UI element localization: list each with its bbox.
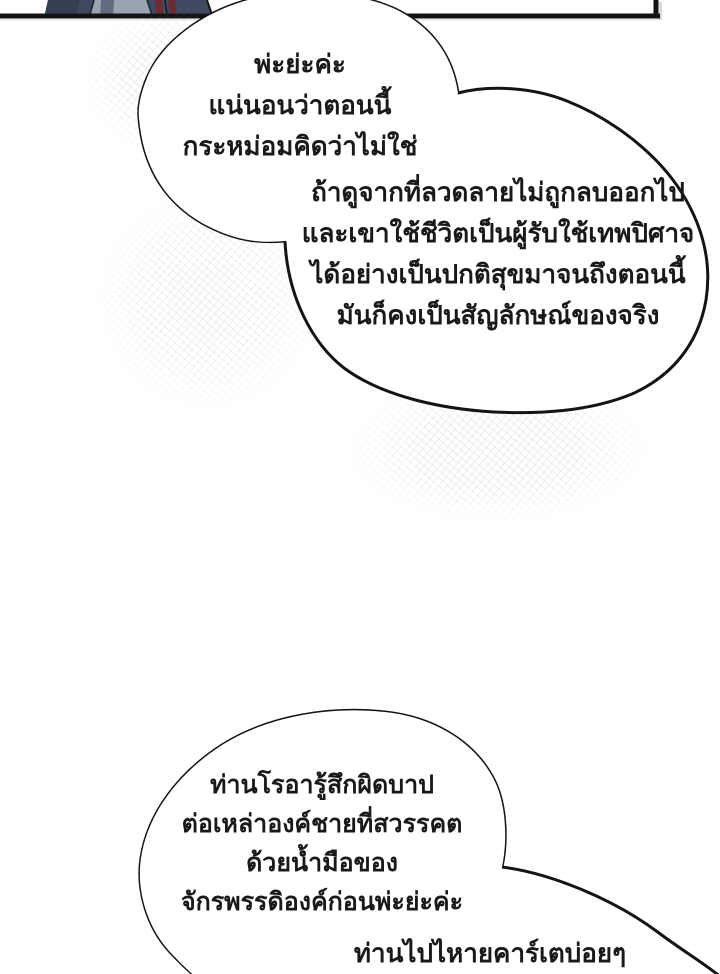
dialogue-bubble-2 <box>290 172 706 336</box>
dialogue-line: และเขาใช้ชีวิตเป็นผู้รับใช้เทพปิศาจ <box>301 218 695 248</box>
dialogue-line: มันก็คงเป็นสัญลักษณ์ของจริง <box>336 300 660 330</box>
dialogue-bubble-4 <box>310 932 670 974</box>
panel-border-right-edge <box>654 0 659 19</box>
dialogue-line: ได้อย่างเป็นปกติสุขมาจนถึงตอนนี้ <box>310 259 686 289</box>
dialogue-line: แน่นอนว่าตอนนี้ <box>208 90 392 120</box>
dialogue-line: ต่อเหล่าองค์ชายที่สวรรคต <box>181 810 463 838</box>
dialogue-line: กระหม่อมคิดว่าไม่ใช่ <box>182 131 418 161</box>
dialogue-line: ด้วยน้ำมือของ <box>246 849 398 877</box>
dialogue-bubble-3 <box>132 766 512 922</box>
dialogue-line: ถ้าดูจากที่ลวดลายไม่ถูกลบออกไป <box>311 177 685 207</box>
dialogue-line: จักรพรรดิองค์ก่อนพ่ะย่ะค่ะ <box>180 888 464 916</box>
dialogue-bubble-1 <box>120 44 480 167</box>
dialogue-line: ท่านไปไหายคาร์เตบ่อยๆ <box>353 938 627 968</box>
dialogue-line: ท่านโรอารู้สึกผิดบาป <box>210 771 434 799</box>
dialogue-line: พ่ะย่ะค่ะ <box>254 49 346 79</box>
